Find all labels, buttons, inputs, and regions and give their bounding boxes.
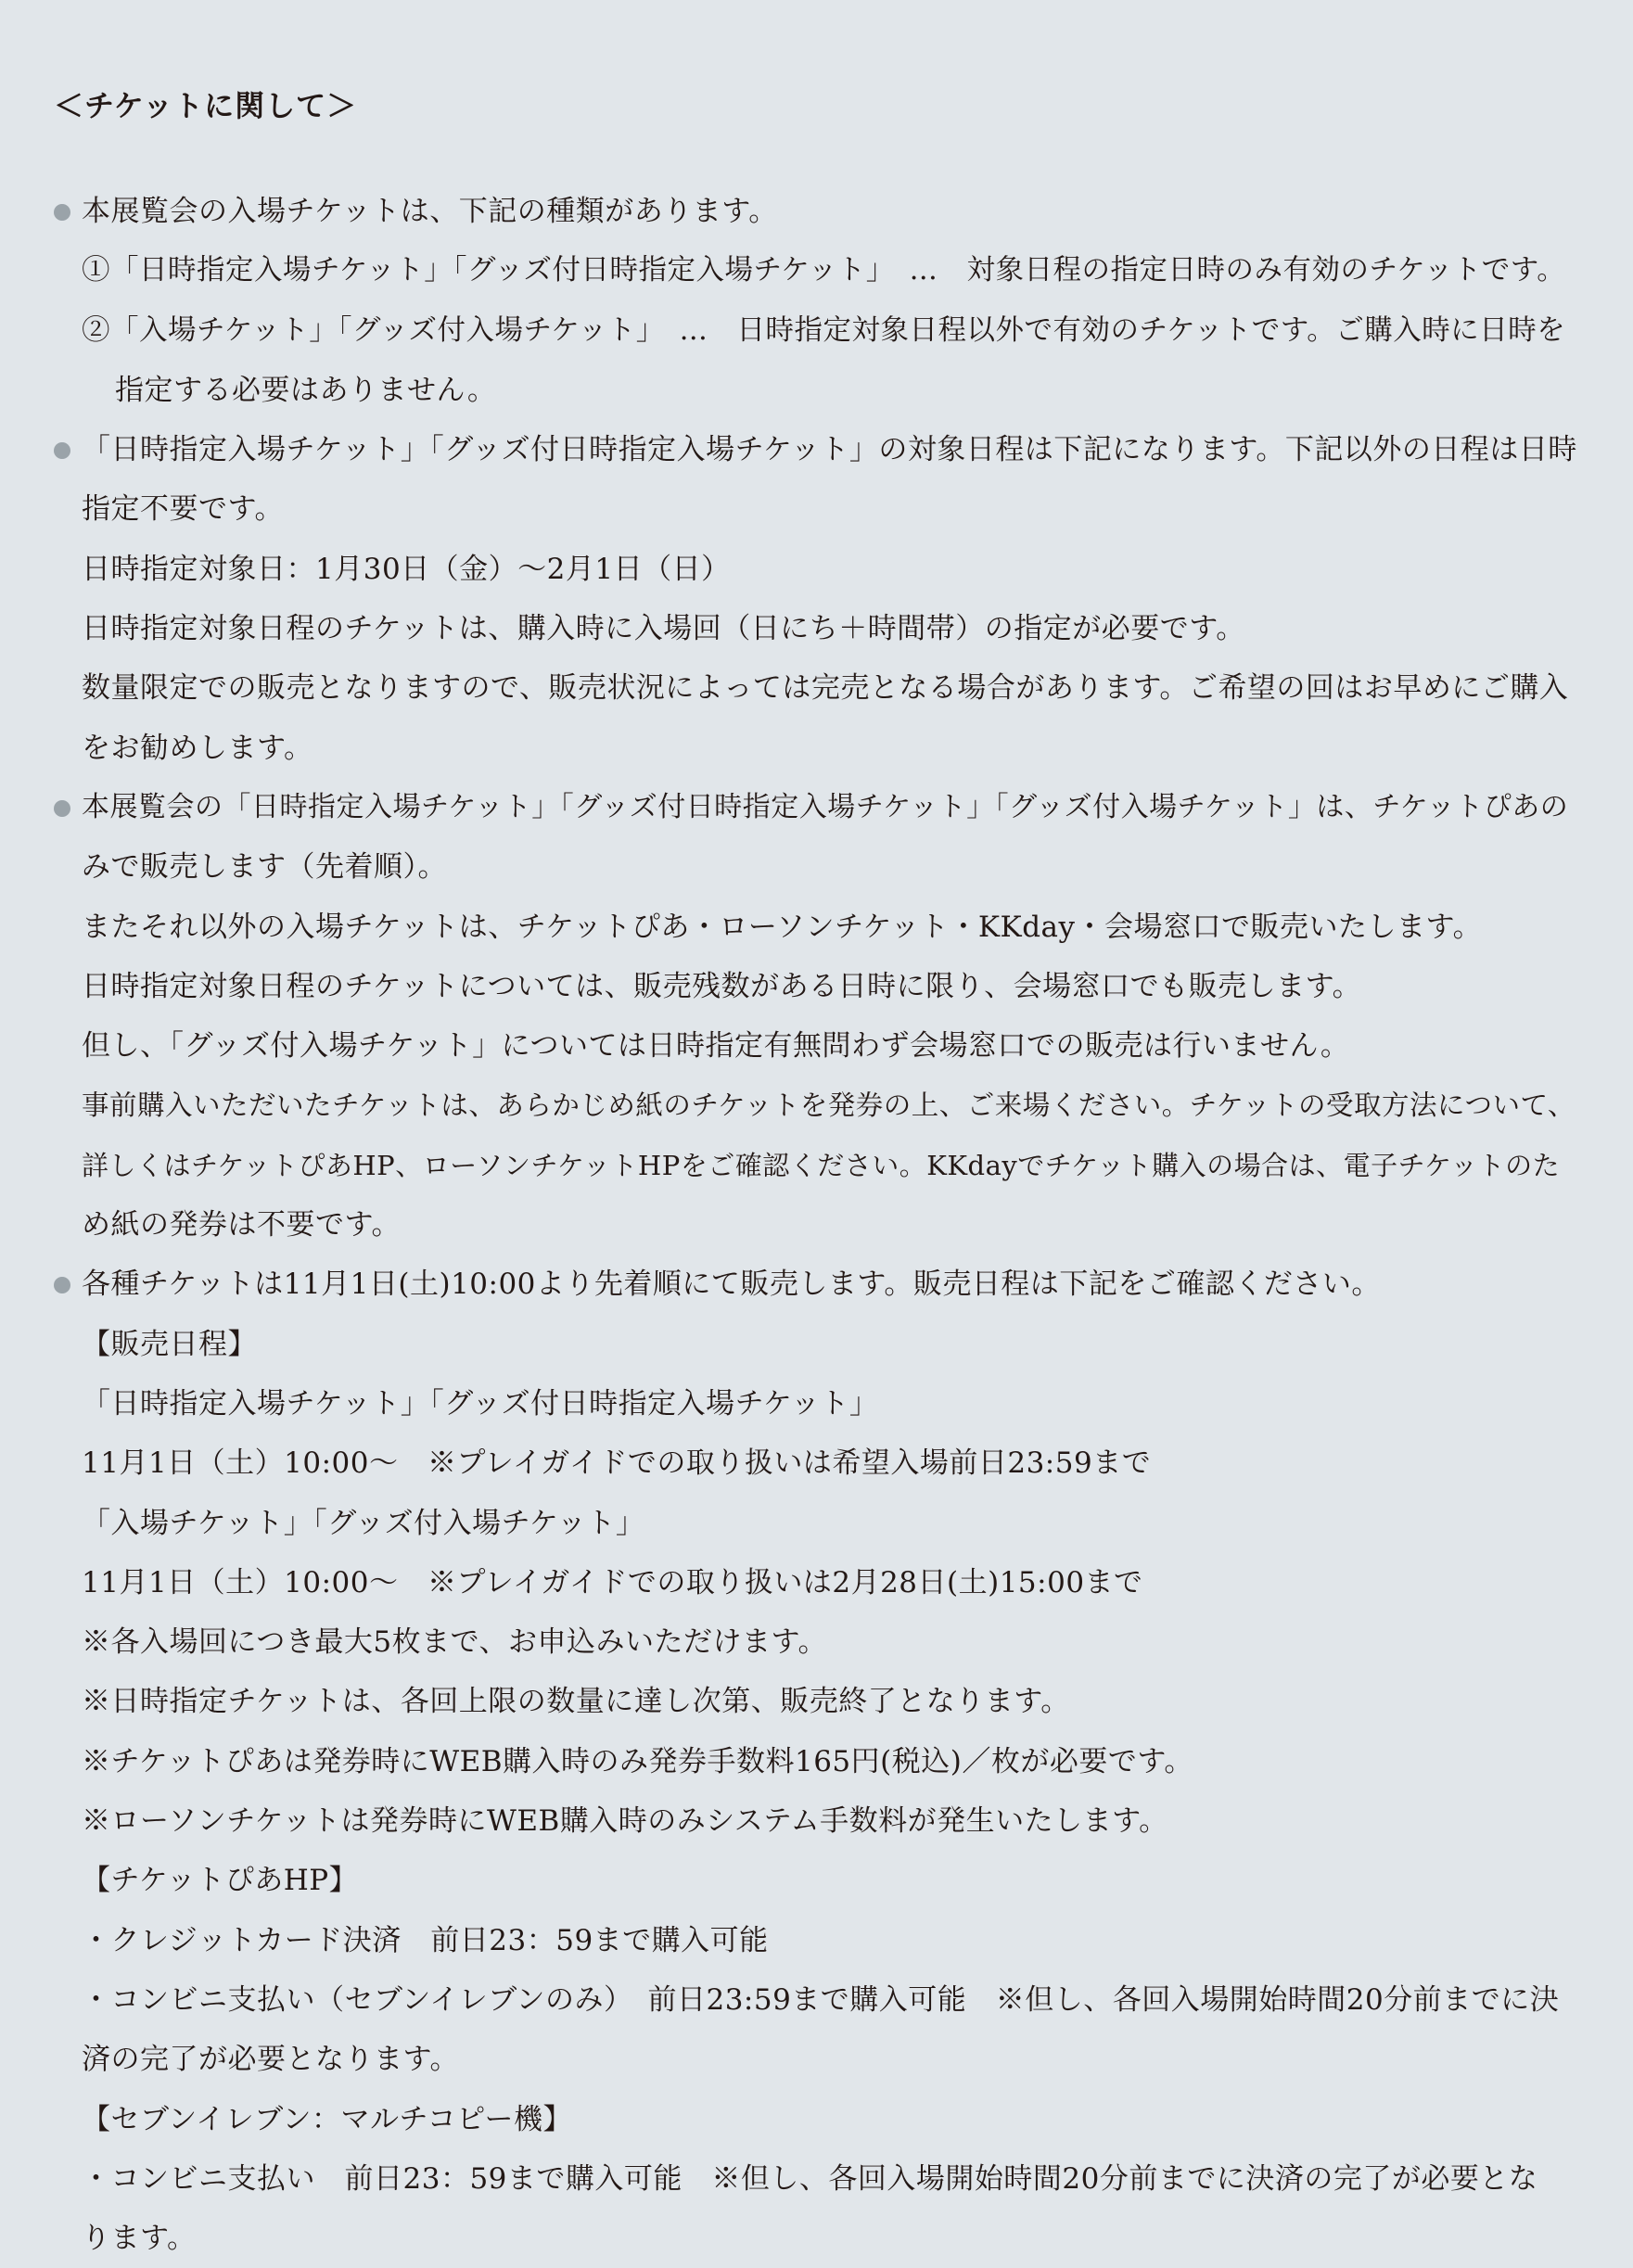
text-line	[54, 1374, 1582, 1433]
text-line	[54, 1136, 1582, 1195]
line-text: またそれ以外の入場チケットは、チケットぴあ・ローソンチケット・KKday・会場窓口で販売いたします。	[82, 910, 1483, 944]
bullet-dot-icon	[54, 204, 70, 221]
text-line	[54, 361, 1582, 420]
text-line	[54, 1494, 1582, 1553]
line-text: 「日時指定入場チケット」「グッズ付日時指定入場チケット」の対象日程は下記になります。下記以外の日程は日時	[82, 433, 1577, 467]
text-line	[54, 479, 1582, 539]
bullet-item	[54, 420, 1582, 479]
text-line	[54, 658, 1582, 718]
text-line	[54, 837, 1582, 897]
line-text: ※チケットぴあは発券時にWEB購入時のみ発券手数料165円(税込)／枚が必要です。	[82, 1744, 1193, 1778]
line-text: 日時指定対象日程のチケットは、購入時に入場回（日にち＋時間帯）の指定が必要です。	[82, 612, 1245, 646]
text-line	[54, 1315, 1582, 1374]
line-text: ※ローソンチケットは発券時にWEB購入時のみシステム手数料が発生いたします。	[82, 1804, 1168, 1839]
text-line	[54, 898, 1582, 957]
line-text: ります。	[82, 2222, 197, 2256]
text-line	[54, 1076, 1582, 1135]
bullet-dot-icon	[54, 1277, 70, 1293]
text-line	[54, 1433, 1582, 1493]
line-text: 指定する必要はありません。	[115, 373, 497, 407]
line-text: 「日時指定入場チケット」「グッズ付日時指定入場チケット」	[82, 1386, 879, 1421]
line-text: 11月1日（土）10:00～ ※プレイガイドでの取り扱いは希望入場前日23:59まで	[82, 1446, 1152, 1481]
line-text: をお勧めします。	[82, 731, 313, 765]
line-text: ・コンビニ支払い 前日23：59まで購入可能 ※但し、各回入場開始時間20分前までに決済の完了が必要とな	[82, 2161, 1538, 2196]
line-text: 但し、「グッズ付入場チケット」については日時指定有無問わず会場窓口での販売は行いません。	[82, 1029, 1350, 1064]
line-text: 指定不要です。	[82, 492, 285, 527]
text-line	[54, 1851, 1582, 1910]
text-line	[54, 2209, 1582, 2268]
line-text: ※日時指定チケットは、各回上限の数量に達し次第、販売終了となります。	[82, 1685, 1070, 1719]
text-line	[54, 1672, 1582, 1731]
text-line	[54, 1911, 1582, 1970]
line-text: 本展覧会の入場チケットは、下記の種類があります。	[82, 195, 778, 228]
text-line	[54, 2090, 1582, 2149]
text-line	[54, 719, 1582, 778]
line-text: 11月1日（土）10:00～ ※プレイガイドでの取り扱いは2月28日(土)15:00まで	[82, 1565, 1143, 1599]
text-line	[54, 241, 1582, 300]
line-text: 日時指定対象日：1月30日（金）～2月1日（日）	[82, 552, 731, 586]
line-text: ②「入場チケット」「グッズ付入場チケット」 … 日時指定対象日程以外で有効のチケットです。ご購入時に日時を	[82, 313, 1566, 347]
line-text: 【セブンイレブン：マルチコピー機】	[82, 2102, 572, 2136]
section-heading: ＜チケットに関して＞	[54, 88, 358, 123]
text-line	[54, 2030, 1582, 2089]
text-line	[54, 540, 1582, 599]
text-line	[54, 1791, 1582, 1851]
bullet-item	[54, 1255, 1582, 1314]
text-line	[54, 1016, 1582, 1076]
line-text: 数量限定での販売となりますので、販売状況によっては完売となる場合があります。ご希望の回はお早めにご購入	[82, 671, 1569, 706]
text-line	[54, 599, 1582, 658]
line-text: ①「日時指定入場チケット」「グッズ付日時指定入場チケット」 … 対象日程の指定日時のみ有効のチケットです。	[82, 254, 1566, 287]
line-text: ・コンビニ支払い（セブンイレブンのみ） 前日23:59まで購入可能 ※但し、各回入場開始時間20分前までに決	[82, 1982, 1560, 2017]
line-text: 日時指定対象日程のチケットについては、販売残数がある日時に限り、会場窓口でも販売します。	[82, 969, 1362, 1003]
line-text: ※各入場回につき最大5枚まで、お申込みいただけます。	[82, 1625, 828, 1660]
line-text: 事前購入いただいたチケットは、あらかじめ紙のチケットを発券の上、ご来場ください。チケットの受取方法について、	[82, 1089, 1576, 1122]
text-line	[54, 957, 1582, 1016]
line-text: 「入場チケット」「グッズ付入場チケット」	[82, 1506, 645, 1540]
ticket-info-body	[54, 182, 1582, 2268]
line-text: 本展覧会の「日時指定入場チケット」「グッズ付日時指定入場チケット」「グッズ付入場チケット」は、チケットぴあの	[82, 790, 1569, 823]
text-line	[54, 301, 1582, 361]
line-text: 各種チケットは11月1日(土)10:00より先着順にて販売します。販売日程は下記をご確認ください。	[82, 1268, 1381, 1302]
bullet-dot-icon	[54, 800, 70, 817]
bullet-item	[54, 182, 1582, 241]
line-text: 詳しくはチケットぴあHP、ローソンチケットHPをご確認ください。KKdayでチケット購入の場合は、電子チケットのた	[82, 1149, 1561, 1181]
text-line	[54, 1553, 1582, 1612]
text-line	[54, 1970, 1582, 2030]
text-line	[54, 1195, 1582, 1255]
line-text: 済の完了が必要となります。	[82, 2043, 460, 2077]
text-line	[54, 1732, 1582, 1791]
line-text: 【販売日程】	[82, 1327, 257, 1361]
line-text: みで販売します（先着順）。	[82, 850, 447, 885]
bullet-item	[54, 778, 1582, 837]
text-line	[54, 1612, 1582, 1672]
bullet-dot-icon	[54, 442, 70, 459]
text-line	[54, 2149, 1582, 2209]
line-text: ・クレジットカード決済 前日23：59まで購入可能	[82, 1923, 769, 1957]
line-text: め紙の発券は不要です。	[82, 1208, 402, 1242]
line-text: 【チケットぴあHP】	[82, 1864, 359, 1898]
